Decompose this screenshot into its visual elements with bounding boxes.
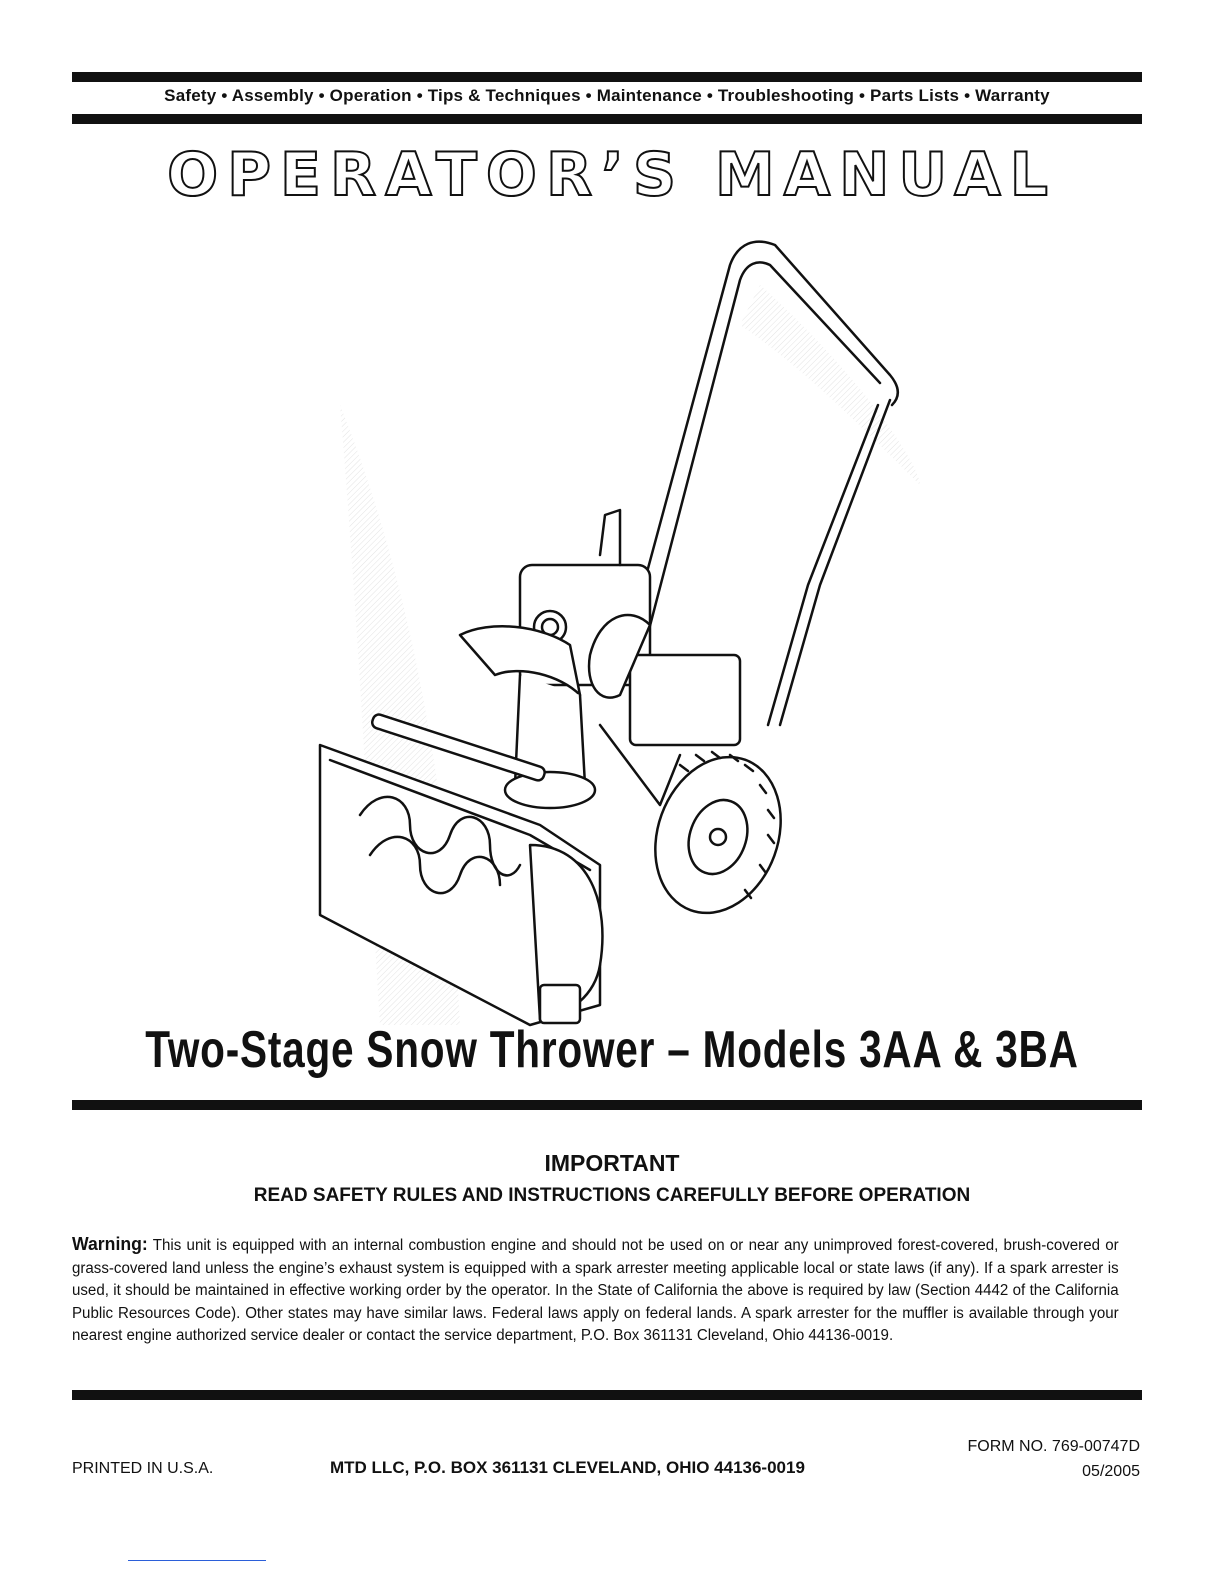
link-underline bbox=[128, 1560, 266, 1561]
form-info bbox=[967, 1434, 1140, 1484]
snow-thrower-illustration bbox=[300, 225, 950, 1045]
form-date: 05/2005 bbox=[1082, 1463, 1140, 1480]
topic-nav: Safety • Assembly • Operation • Tips & Techniques • Maintenance • Troubleshooting • Parts Lists • Warranty bbox=[164, 86, 1050, 105]
top-rule-lower bbox=[72, 114, 1142, 124]
safety-instruction-heading: READ SAFETY RULES AND INSTRUCTIONS CAREFULLY BEFORE OPERATION bbox=[253, 1185, 971, 1206]
warning-label: Warning: bbox=[72, 1234, 148, 1254]
form-number: FORM NO. 769-00747D bbox=[967, 1438, 1140, 1455]
engine-box bbox=[630, 655, 740, 745]
bottom-rule bbox=[72, 1390, 1142, 1400]
top-rule-upper bbox=[72, 72, 1142, 82]
warning-text: This unit is equipped with an internal combustion engine and should not be used on or near any unimproved forest-covered, brush-covered or grass-covered land unless the engine’s exhaust system is equipped with a spark arrester meeting applicable local or state laws (if any). If a spark arrester is used, it should be maintained in effective working order by the operator. In the State of California the above is required by law (Section 4442 of the California Public Resources Code). Other states may have similar laws. Federal laws apply on federal lands. A spark arrester for the muffler is available through your nearest engine authorized service dealer or contact the service department, P.O. Box 361131 Cleveland, Ohio 44136-0019. bbox=[72, 1237, 1119, 1345]
printed-in: PRINTED IN U.S.A. bbox=[72, 1460, 214, 1477]
model-subtitle: Two-Stage Snow Thrower – Models 3AA & 3BA bbox=[145, 1021, 1079, 1079]
chute-base bbox=[505, 772, 595, 808]
warning-paragraph bbox=[72, 1233, 1119, 1348]
important-heading: IMPORTANT bbox=[544, 1150, 680, 1176]
handle-right-upright-inner bbox=[768, 405, 878, 725]
wheel bbox=[634, 739, 801, 930]
page-title: OPERATOR’S MANUAL bbox=[167, 140, 1057, 210]
background-swoosh-right bbox=[740, 285, 920, 485]
handle-right-upright bbox=[780, 400, 890, 725]
skid-shoe bbox=[540, 985, 580, 1023]
company-address: MTD LLC, P.O. BOX 361131 CLEVELAND, OHIO 44136-0019 bbox=[330, 1458, 805, 1477]
mid-rule bbox=[72, 1100, 1142, 1110]
